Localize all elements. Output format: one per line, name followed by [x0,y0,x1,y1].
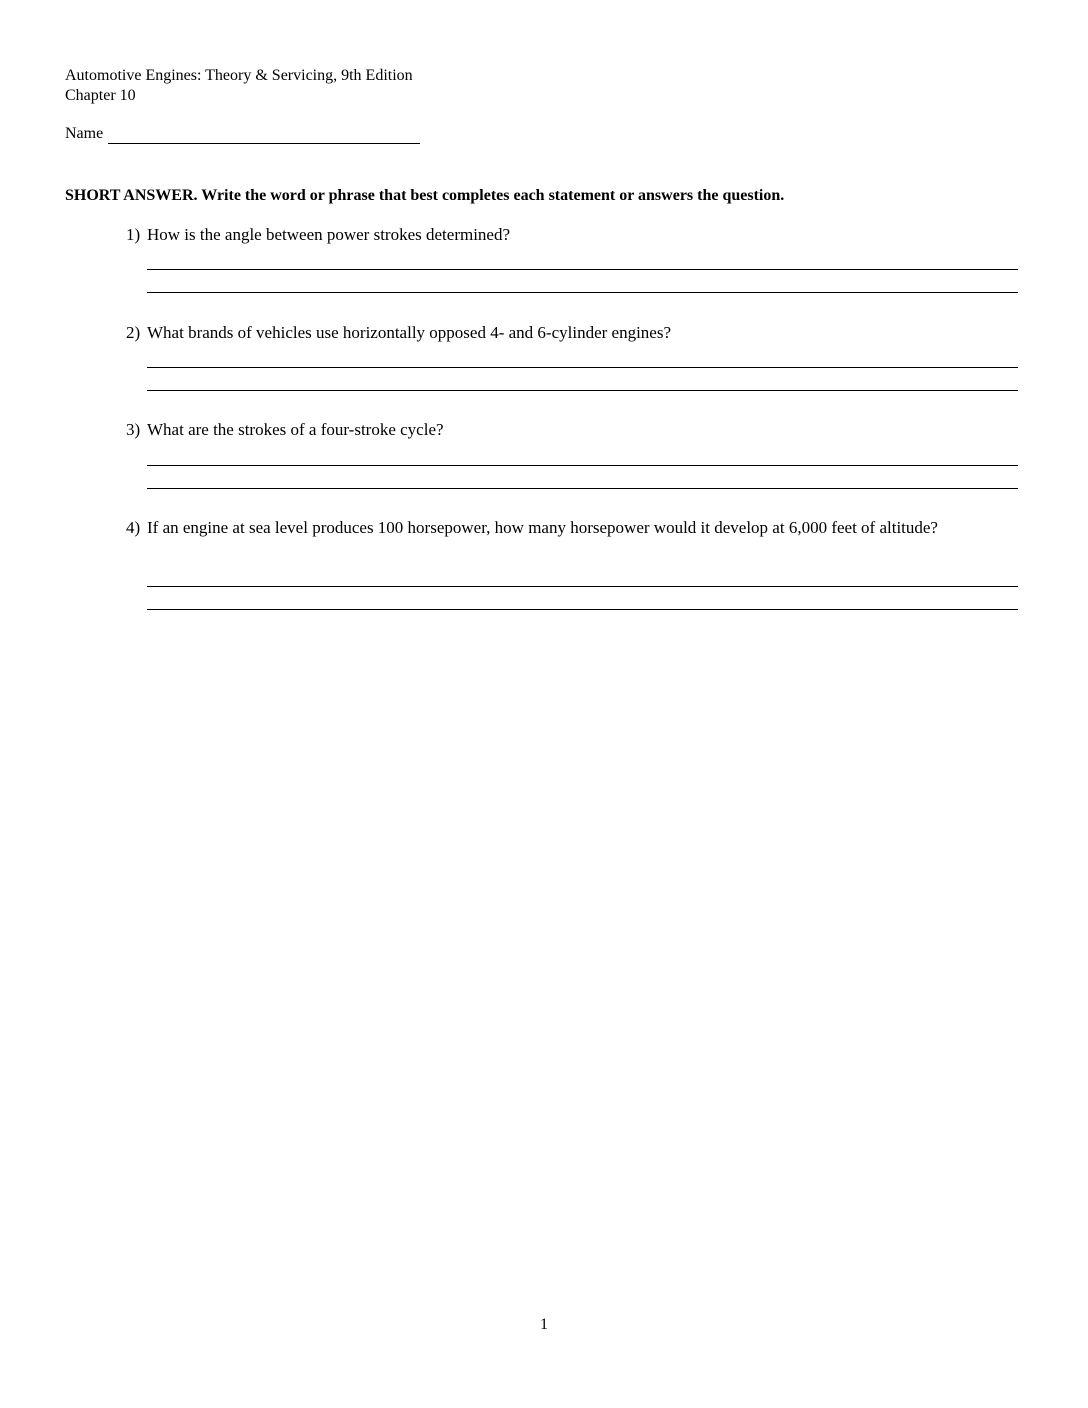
answer-line[interactable] [147,586,1018,587]
question-text: What are the strokes of a four-stroke cycle? [147,420,444,439]
answer-line[interactable] [147,609,1018,610]
question-number: 4) [126,518,141,537]
question-text: What brands of vehicles use horizontally opposed 4- and 6-cylinder engines? [147,323,672,342]
answer-line[interactable] [147,269,1018,270]
question-number: 1) [126,225,141,244]
answer-line[interactable] [147,390,1018,391]
chapter-label: Chapter 10 [65,87,136,104]
name-row [65,124,425,146]
answer-line[interactable] [147,367,1018,368]
name-label: Name [65,125,104,142]
question-text: How is the angle between power strokes determined? [147,225,511,244]
book-title: Automotive Engines: Theory & Servicing, 9th Edition [65,67,413,84]
answer-line[interactable] [147,488,1018,489]
answer-line[interactable] [147,465,1018,466]
section-instructions: SHORT ANSWER. Write the word or phrase that best completes each statement or answers the question. [65,187,785,204]
page-number: 1 [540,1316,548,1333]
question-text: If an engine at sea level produces 100 horsepower, how many horsepower would it develop at 6,000 feet of altitude? [147,518,938,537]
question-number: 2) [126,323,141,342]
answer-line[interactable] [147,292,1018,293]
name-blank-line[interactable] [108,143,420,144]
question-number: 3) [126,420,141,439]
